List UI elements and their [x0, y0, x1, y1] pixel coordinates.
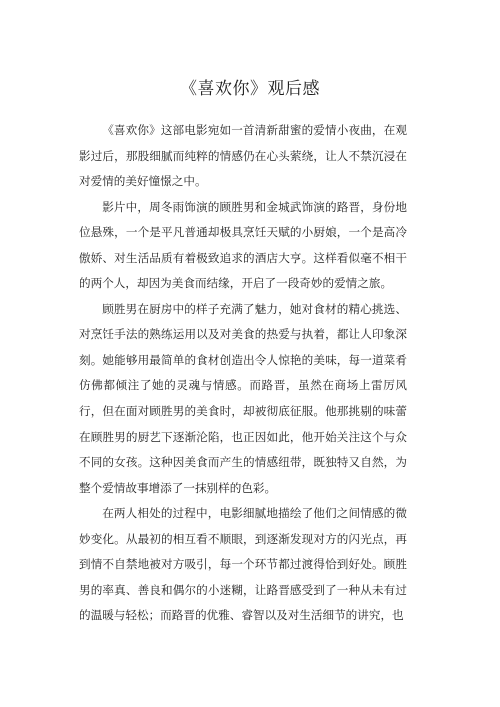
document-title: 《喜欢你》观后感 [180, 79, 320, 99]
paragraph-3: 顾胜男在厨房中的样子充满了魅力，她对食材的精心挑选、对烹饪手法的熟练运用以及对美食的热爱与执着，都让人印象深刻。她能够用最简单的食材创造出令人惊艳的美味，每一道菜肴仿佛都倾注了她的灵魂与情感。而路晋，虽然在商场上雷厉风行，但在面对顾胜男的美食时，却被彻底征服。他那挑剔的味蕾在顾胜男的厨艺下逐渐沦陷，也正因如此，他开始关注这个与众不同的女孩。这种因美食而产生的情感纽带，既独特又自然，为整个爱情故事增添了一抹别样的色彩。 [79, 301, 407, 495]
paragraph-4: 在两人相处的过程中，电影细腻地描绘了他们之间情感的微妙变化。从最初的相互看不顺眼，到逐渐发现对方的闪光点，再到情不自禁地被对方吸引，每一个环节都过渡得恰到好处。顾胜男的率真、善良和偶尔的小迷糊，让路晋感受到了一种从未有过的温暖与轻松；而路晋的优雅、睿智以及对生活细节的讲究，也 [79, 506, 407, 623]
document-body [79, 118, 407, 629]
paragraph-1: 《喜欢你》这部电影宛如一首清新甜蜜的爱情小夜曲，在观影过后，那股细腻而纯粹的情感仍在心头萦绕，让人不禁沉浸在对爱情的美好憧憬之中。 [79, 123, 407, 189]
paragraph-2: 影片中，周冬雨饰演的顾胜男和金城武饰演的路晋，身份地位悬殊，一个是平凡普通却极具烹饪天赋的小厨娘，一个是高冷傲娇、对生活品质有着极致追求的酒店大亨。这样看似毫不相干的两个人，却因为美食而结缘，开启了一段奇妙的爱情之旅。 [79, 199, 407, 291]
